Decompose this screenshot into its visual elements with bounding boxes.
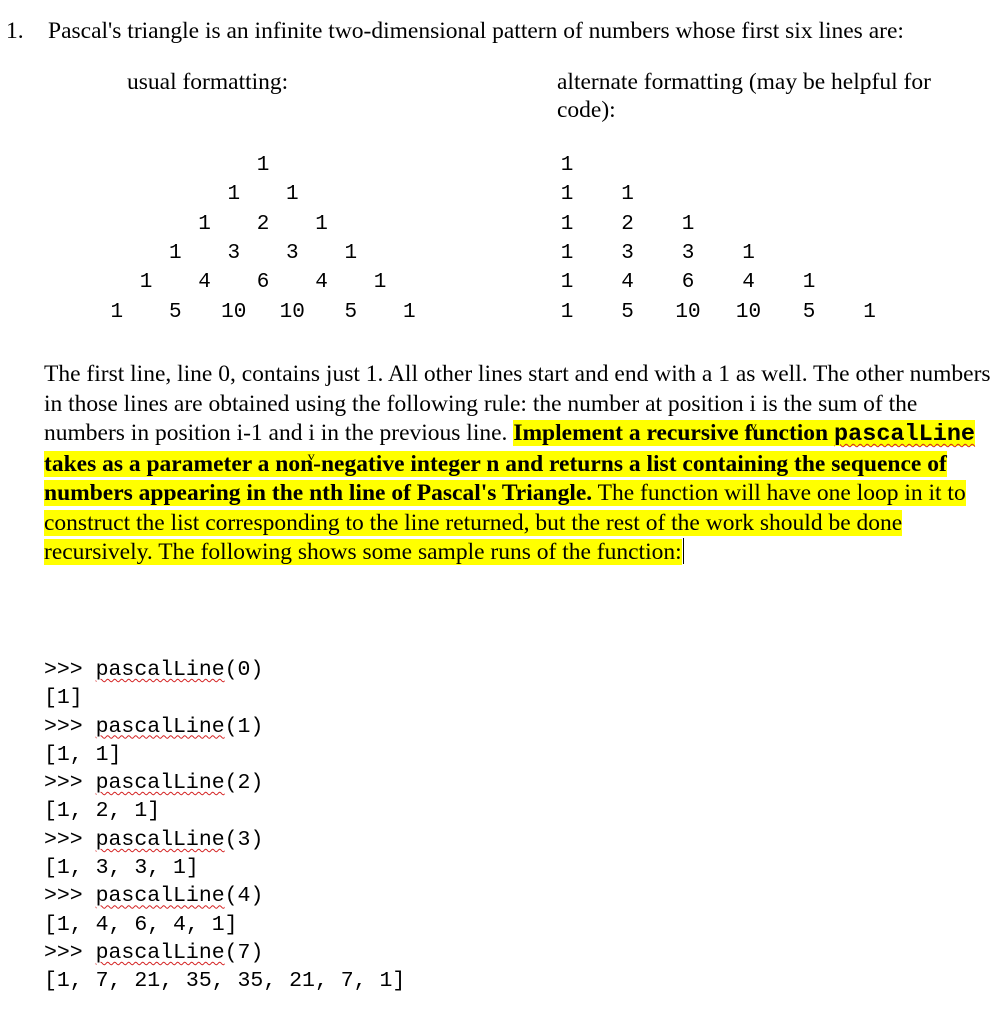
triangle-number: 2 [621,212,634,236]
prompt: >>> [44,714,96,739]
sample-function-name: pascalLine [95,658,225,682]
problem-paragraph [44,360,992,568]
sample-runs [44,656,405,996]
task-rest: The function will have one loop in it to construct the list corresponding to the line returned, but the rest of the work should be done recursively. The following shows some sample runs of the function: [44,480,966,565]
sample-call [44,826,405,854]
paragraph-rule: is the sum of the numbers in position i-1 and [44,390,918,446]
triangle-number: 3 [285,241,299,265]
triangle-number: 3 [227,241,241,265]
sample-function-name: pascalLine [95,771,225,796]
triangle-number: 1 [256,154,270,177]
sample-args: (2) [224,771,264,796]
triangle-number: 2 [256,212,270,236]
triangle-number: 1 [285,183,299,207]
triangle-number: 5 [168,300,182,324]
sample-result: [1, 2, 1] [44,799,161,824]
task-bold-a: Implement a recursive function [513,420,835,446]
sample-function-name: pascalLine [95,714,225,739]
function-name: pascalLine [834,421,976,448]
sample-args: (1) [224,714,264,739]
triangle-number: 1 [560,300,574,324]
prompt: >>> [44,940,96,965]
prompt: >>> [44,827,96,852]
triangle-number: 10 [735,300,762,324]
triangle-number: 6 [256,271,270,295]
triangle-number: 1 [168,241,182,265]
triangle-number: 5 [802,300,816,324]
triangle-number: 1 [560,241,574,265]
sample-args: (0) [224,658,264,682]
sample-result: [1, 4, 6, 4, 1] [44,912,238,937]
question-intro: Pascal's triangle is an infinite two-dimensional pattern of numbers whose first six lines are: [48,18,904,44]
triangle-number: 1 [198,212,211,236]
triangle-number: 1 [110,300,124,324]
triangle-number: 4 [315,271,328,295]
triangle-number: 1 [621,183,634,207]
triangle-number: 3 [621,241,634,265]
alternate-formatting-label-line2: code): [557,97,616,123]
text-cursor[interactable] [683,538,685,564]
paragraph-intro: The first line, line 0, contains just 1. All other lines start and end with a 1 as well. The other numbers in those lines are obtained using the following rule: the number at position [44,361,991,417]
prompt: >>> [44,771,96,796]
sample-call [44,769,405,797]
triangle-number: 4 [742,271,755,295]
triangle-number: 1 [802,271,816,295]
sample-result: [1, 7, 21, 35, 35, 21, 7, 1] [44,969,406,994]
triangle-number: 1 [742,241,755,265]
sample-call [44,656,405,684]
triangle-number: 10 [279,300,305,324]
sample-function-name: pascalLine [95,827,225,852]
sample-result: [1, 3, 3, 1] [44,856,199,881]
triangle-number: 1 [373,271,387,295]
sample-function-name: pascalLine [95,884,225,909]
triangle-number: 1 [139,271,153,295]
triangle-number: 1 [681,212,695,236]
triangle-number: 1 [344,241,358,265]
sample-call [44,882,405,910]
sample-result: [1] [44,686,83,711]
triangle-number: 1 [560,212,574,236]
prompt: >>> [44,884,96,909]
triangle-number: 10 [221,300,247,324]
index-i-2: i v [308,419,315,449]
triangle-number: 5 [344,300,358,324]
alternate-formatting-label-line1: alternate formatting (may be helpful for [557,69,931,95]
task-bold-b: takes as a parameter a non-negative integer n and returns a list containing the sequence of numbers appearing in the nth line of Pascal's Triangle. [44,450,947,506]
triangle-number: 1 [560,154,574,177]
prompt: >>> [44,658,96,682]
triangle-number: 6 [681,271,695,295]
triangle-number: 1 [227,183,241,207]
index-i-1: i v [750,390,757,420]
sample-args: (3) [224,827,264,852]
triangle-number: 1 [402,300,416,324]
paragraph-rule-end: in the previous line. [314,420,514,446]
triangle-number: 4 [198,271,211,295]
sample-call [44,713,405,741]
triangle-number: 1 [560,271,574,295]
question-number: 1. [6,18,24,44]
triangle-number: 1 [315,212,328,236]
sample-function-name: pascalLine [95,940,225,965]
sample-result: [1, 1] [44,742,122,767]
sample-args: (4) [224,884,264,909]
triangle-number: 4 [621,271,634,295]
triangle-number: 10 [675,300,701,324]
triangle-number: 1 [863,300,876,324]
triangle-number: 1 [560,183,574,207]
sample-call [44,939,405,967]
triangle-number: 5 [621,300,634,324]
triangle-number: 3 [681,241,695,265]
sample-args: (7) [224,940,264,965]
usual-formatting-label: usual formatting: [127,69,289,95]
